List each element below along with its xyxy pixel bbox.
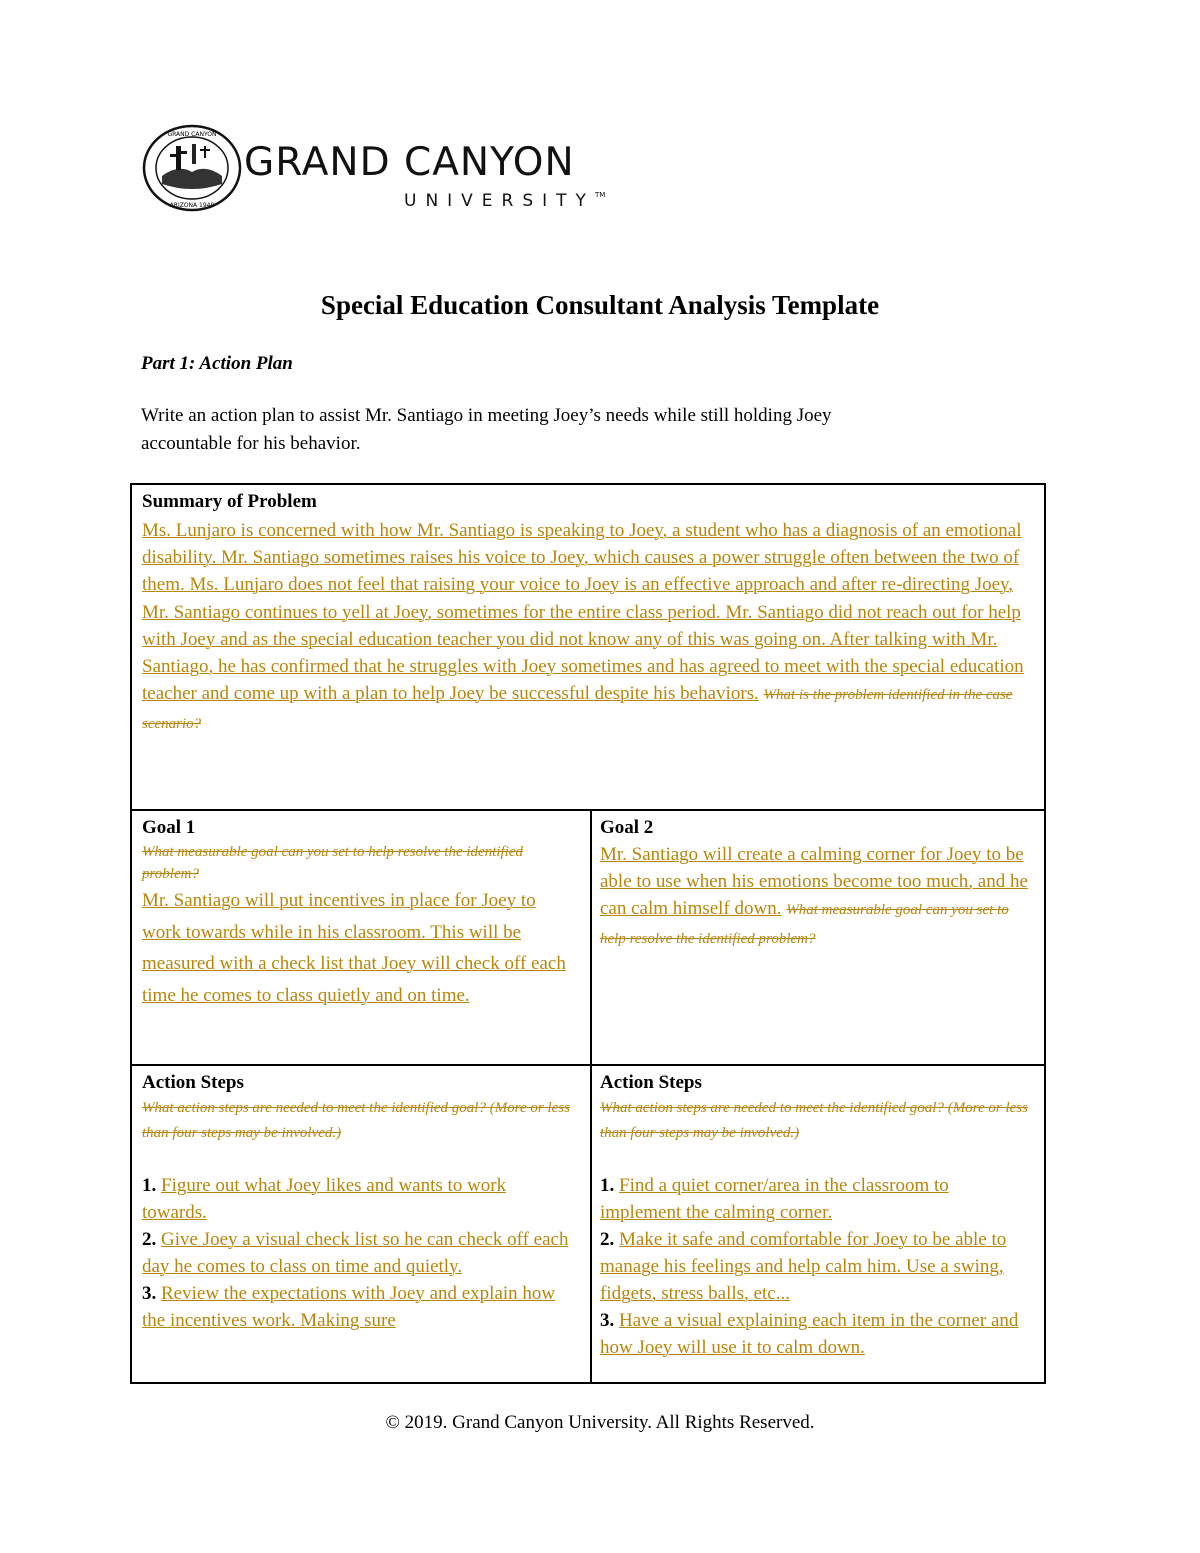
action-steps1-prompt: What action steps are needed to meet the identified goal? (More or less than four steps may be involved.): [142, 1100, 570, 1141]
table-divider: [132, 1064, 1044, 1066]
summary-heading: Summary of Problem: [142, 491, 317, 512]
svg-text:GRAND CANYON: GRAND CANYON: [167, 131, 217, 138]
summary-prompt: What is the problem identified in the case scenario?: [142, 687, 1013, 733]
document-title: Special Education Consultant Analysis Template: [320, 290, 880, 320]
logo-wordmark-line1: GRAND CANYON: [244, 140, 575, 185]
university-seal-icon: [140, 124, 244, 212]
action-step: 2. Give Joey a visual check list so he can check off each day he comes to class on time and quietly.: [142, 1229, 569, 1277]
action-steps2-cell: [600, 1070, 1038, 1361]
summary-answer[interactable]: Ms. Lunjaro is concerned with how Mr. Santiago is speaking to Joey, a student who has a diagnosis of an emotional disability. Mr. Santiago sometimes raises his voice to Joey, which causes a power struggle often between the two of them. Ms. Lunjaro does not feel that raising your voice to Joey is an effective approach and after re-directing Joey, Mr. Santiago continues to yell at Joey, sometimes for the entire class period. Mr. Santiago did not reach out for help with Joey and as the special education teacher you did not know any of this was going on. After talking with Mr. Santiago, he has confirmed that he struggles with Joey sometimes and has agreed to meet with the special education teacher and come up with a plan to help Joey be successful despite his behaviors.: [142, 520, 1024, 705]
action-step: 3. Have a visual explaining each item in the corner and how Joey will use it to calm down.: [600, 1310, 1019, 1358]
goal2-heading: Goal 2: [600, 817, 654, 838]
action-steps1-cell: [142, 1070, 582, 1334]
action-step: 3. Review the expectations with Joey and explain how the incentives work. Making sure: [142, 1283, 556, 1331]
part-heading: Part 1: Action Plan: [141, 353, 293, 374]
goal2-answer[interactable]: Mr. Santiago will create a calming corner for Joey to be able to use when his emotions become too much, and he can calm himself down.: [600, 844, 1028, 919]
summary-body: [142, 517, 1038, 739]
goal1-cell: [142, 815, 582, 1011]
university-logo: [140, 124, 606, 214]
copyright-footer: © 2019. Grand Canyon University. All Rights Reserved.: [385, 1412, 815, 1433]
intro-text: Write an action plan to assist Mr. Santiago in meeting Joey’s needs while still holding Joey accountable for his behavior.: [141, 405, 832, 454]
action-steps1-heading: Action Steps: [142, 1072, 244, 1093]
table-divider: [132, 809, 1044, 811]
action-steps2-list: [600, 1172, 1038, 1361]
action-step: 2. Make it safe and comfortable for Joey to be able to manage his feelings and help calm him. Use a swing, fidgets, stress balls, etc...: [600, 1229, 1007, 1304]
goal1-answer[interactable]: Mr. Santiago will put incentives in place for Joey to work towards while in his classroom. This will be measured with a check list that Joey will check off each time he comes to class quietly and on time.: [142, 890, 566, 1006]
action-plan-table: [130, 483, 1046, 1384]
action-step: 1. Figure out what Joey likes and wants to work towards.: [142, 1175, 507, 1223]
svg-text:ARIZONA 1949: ARIZONA 1949: [169, 202, 215, 209]
action-steps1-list: [142, 1172, 582, 1334]
goal1-heading: Goal 1: [142, 817, 196, 838]
summary-cell: [142, 489, 1038, 739]
goal1-prompt: What measurable goal can you set to help resolve the identified problem?: [142, 844, 524, 882]
table-divider: [590, 811, 592, 1384]
action-step: 1. Find a quiet corner/area in the classroom to implement the calming corner.: [600, 1175, 949, 1223]
action-steps2-prompt: What action steps are needed to meet the identified goal? (More or less than four steps may be involved.): [600, 1100, 1028, 1141]
goal2-cell: [600, 815, 1038, 953]
logo-wordmark-line2: UNIVERSITY™: [404, 191, 606, 211]
goal2-prompt: What measurable goal can you set to help resolve the identified problem?: [600, 902, 1009, 947]
goal1-body: [142, 885, 582, 1011]
action-steps2-heading: Action Steps: [600, 1072, 702, 1093]
goal2-body: [600, 841, 1038, 953]
